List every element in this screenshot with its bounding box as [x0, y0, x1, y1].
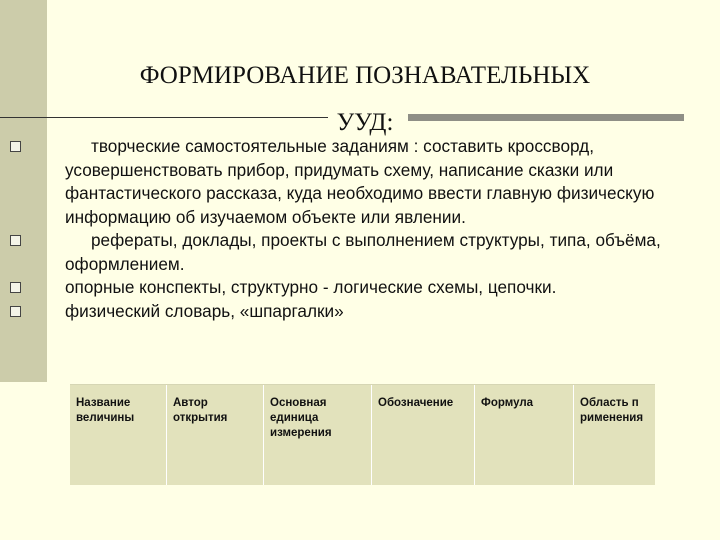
table-header-cell — [574, 385, 655, 485]
bullet-text: рефераты, доклады, проекты с выполнением структуры, типа, объёма, оформлением. — [65, 230, 661, 274]
list-item — [10, 229, 700, 276]
square-bullet-icon — [10, 235, 21, 246]
square-bullet-icon — [10, 141, 21, 152]
bullet-list — [10, 135, 700, 323]
table-header-cell — [167, 385, 264, 485]
list-item — [10, 300, 700, 324]
table-header-label: Основная единица измерения — [270, 397, 332, 439]
square-bullet-icon — [10, 306, 21, 317]
table-header-cell — [372, 385, 475, 485]
title-divider-bar — [408, 114, 684, 121]
title-line-2: УУД: — [336, 109, 394, 136]
table-header-cell — [70, 385, 167, 485]
table-header-label: Формула — [481, 397, 534, 409]
physics-table — [70, 384, 655, 485]
table-header-label: Обозначение — [378, 397, 454, 409]
table-header-cell — [264, 385, 372, 485]
bullet-text: творческие самостоятельные заданиям : составить кроссворд, усовершенствовать прибор, придумать схему, написание сказки или фантастического рассказа, куда необходимо ввести главную физическую информацию об изучаемом объекте или явлении. — [65, 136, 655, 227]
table-header-label: Автор открытия — [173, 397, 228, 424]
bullet-text: опорные конспекты, структурно - логические схемы, цепочки. — [65, 277, 557, 297]
page-title — [60, 52, 670, 146]
table-header-label: Название величины — [76, 397, 135, 424]
title-line-1: ФОРМИРОВАНИЕ ПОЗНАВАТЕЛЬНЫХ — [139, 62, 591, 89]
square-bullet-icon — [10, 282, 21, 293]
table-header-cell — [475, 385, 574, 485]
bullet-text: физический словарь, «шпаргалки» — [65, 300, 344, 321]
list-item — [10, 276, 700, 300]
list-item — [10, 135, 700, 229]
title-divider-thin — [0, 117, 328, 118]
table-header-label: Область применения — [580, 397, 644, 424]
